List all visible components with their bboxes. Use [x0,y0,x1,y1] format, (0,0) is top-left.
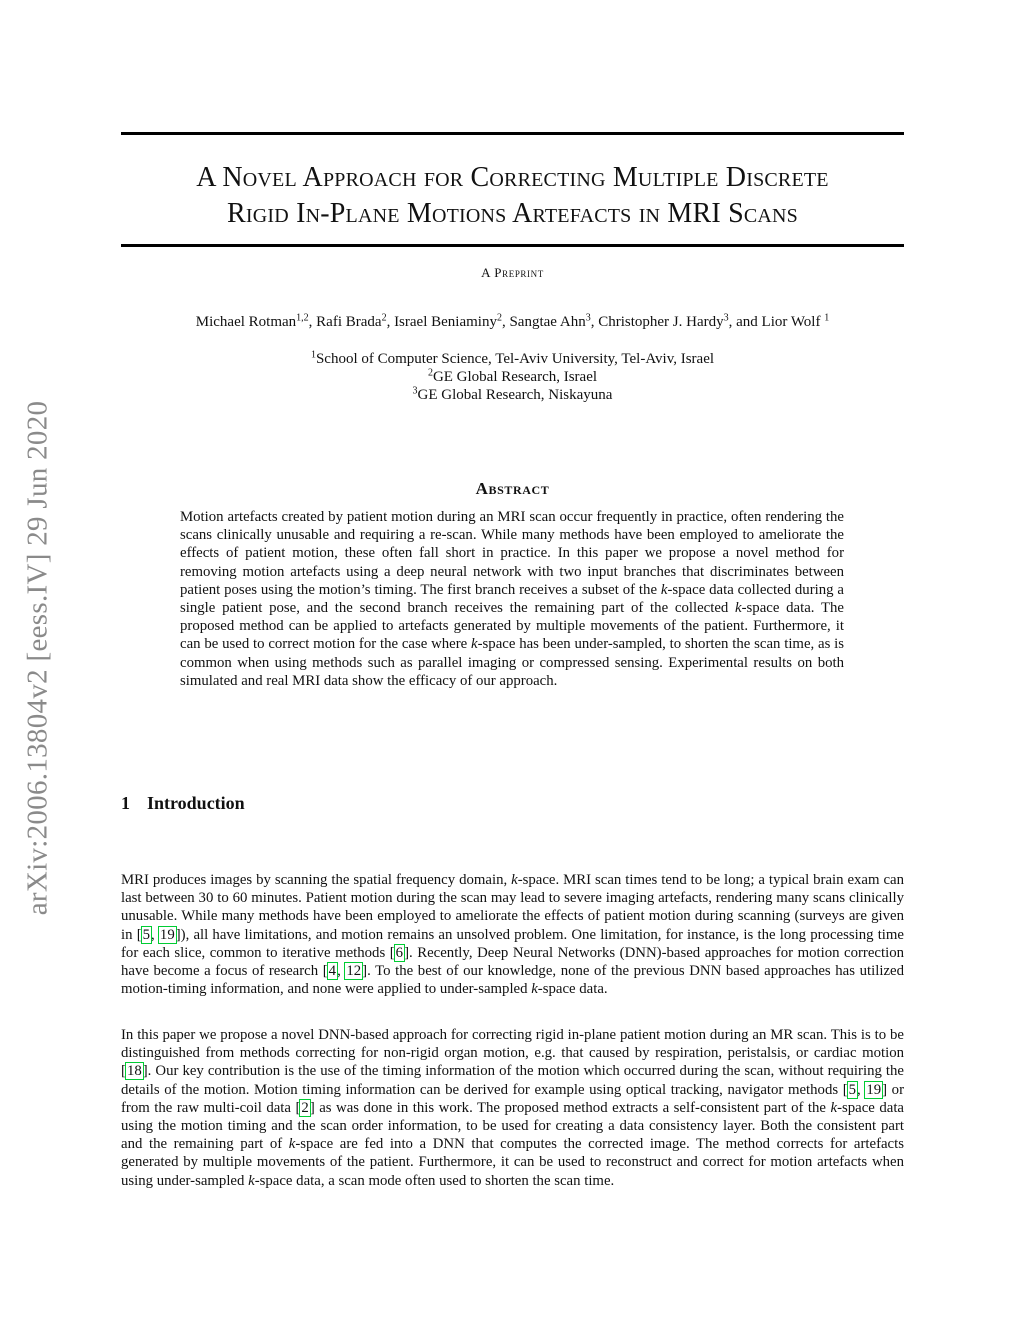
author: Sangtae Ahn [509,314,586,330]
intro-paragraph-1 [121,871,904,998]
author: Christopher J. Hardy [598,314,724,330]
title-top-rule [121,132,904,135]
affiliation [121,368,904,386]
author-separator: , [386,314,395,330]
affiliation-number: 3 [412,385,418,397]
intro-paragraph-2 [121,1026,904,1190]
k-symbol: k [660,581,668,598]
citation-link[interactable]: 6 [395,944,404,961]
author-separator: , and [728,314,762,330]
k-symbol: k [288,1136,296,1153]
citation-link[interactable]: 19 [159,926,175,943]
paragraph-text: ] as was done in this work. The proposed method extracts a self-consistent part of the [309,1099,831,1116]
author-list [100,314,925,331]
citation-link[interactable]: 12 [346,963,362,980]
title-line-2: Rigid In-Plane Motions Artefacts in MRI Scans [226,198,799,229]
section-heading-introduction [121,793,245,814]
abstract-text: Motion artefacts created by patient motion during an MRI scan occur frequently in practice, often rendering the scans clinically unusable and requiring a re-scan. While many methods have been employed to ameliorate the effects of patient motion, these often fall short in practice. In this paper we propose a novel method for removing motion artefacts using a deep neural network with two input branches that discriminates between patient poses using the motion’s timing. The first branch receives a subset of the [180,509,844,598]
citation-link[interactable]: 2 [301,1099,309,1116]
author-separator: , [308,314,317,330]
preprint-label: A Preprint [481,265,544,280]
paper-title [121,160,904,232]
citation-separator: , [151,926,159,943]
author-affiliation-mark: 3 [723,312,729,324]
author-separator: , [590,314,599,330]
abstract-text: -space data collected during a single patient pose, and the second branch receives the remaining part of the collected [180,581,844,617]
paragraph-text: -space are fed into a DNN that computes the corrected image. The method corrects for artefacts generated by multiple movements of the patient. Furthermore, it can be used to reconstruct and correct for motion artefacts when using under-sampled [121,1136,904,1189]
paragraph-text: ]), all have limitations, and motion remains an unsolved problem. One limitation, for instance, is the long processing time for each slice, common to iterative methods [ [121,926,904,961]
author-affiliation-mark: 2 [381,312,387,324]
citation-link[interactable]: 19 [866,1081,882,1098]
arxiv-identifier: arXiv:2006.13804v2 [eess.IV] 29 Jun 2020 [21,400,54,916]
citation-link[interactable]: 5 [848,1081,857,1098]
author: Michael Rotman [195,314,297,330]
paragraph-text: ]. Recently, Deep Neural Networks (DNN)-based approaches for motion correction have become a focus of research [ [121,944,904,980]
k-symbol: k [531,981,538,998]
author: Israel Beniaminy [394,314,497,330]
citation-separator: , [857,1081,866,1098]
k-symbol: k [735,600,742,617]
author-affiliation-mark: 1 [824,312,830,324]
affiliation-text: GE Global Research, Israel [432,369,598,385]
k-symbol: k [830,1099,838,1116]
abstract-heading: Abstract [475,479,550,498]
title-bottom-rule [121,244,904,247]
paragraph-text: -space data, a scan mode often used to shorten the scan time. [254,1172,615,1189]
author-affiliation-mark: 1,2 [296,312,309,324]
paragraph-text: In this paper we propose a novel DNN-based approach for correcting rigid in-plane patient motion during an MR scan. This is to be distinguished from methods correcting for non-rigid organ motion, e.g. that caused by respiration, peristalsis, or cardiac motion [ [121,1027,904,1080]
citation-separator: , [337,963,346,980]
citation-link[interactable]: 18 [126,1063,142,1080]
affiliation-text: GE Global Research, Niskayuna [417,387,613,403]
k-symbol: k [471,636,478,653]
paragraph-text: MRI produces images by scanning the spatial frequency domain, [121,872,512,888]
abstract-text: -space data. The proposed method can be applied to artefacts generated by multiple movements of the patient. Furthermore, it can be used to correct motion for the case where [180,600,844,653]
author: Rafi Brada [316,314,382,330]
abstract-text: -space has been under-sampled, to shorten the scan time, as is common when using methods such as parallel imaging or compressed sensing. Experimental results on both simulated and real MRI data show the efficacy of our approach. [180,636,845,689]
paragraph-text: ] or from the raw multi-coil data [ [121,1081,905,1116]
affiliation-text: School of Computer Science, Tel-Aviv University, Tel-Aviv, Israel [315,351,715,367]
paragraph-text: ]. To the best of our knowledge, none of the previous DNN based approaches has utilized motion-timing information, and none were applied to under-sampled [121,963,904,998]
paragraph-text: -space. MRI scan times tend to be long; a typical brain exam can last between 30 to 60 minutes. Patient motion during the scan may lead to severe imaging artefacts, rendering many scans clinically unusable. While many methods have been employed to ameliorate the effects of patient motion during scanning (surveys are given in [ [121,872,904,943]
k-symbol: k [511,872,518,888]
affiliation-number: 1 [310,349,316,361]
affiliation-list [121,350,904,404]
citation-link[interactable]: 5 [142,926,151,943]
citation-link[interactable]: 4 [328,963,337,980]
author-affiliation-mark: 3 [585,312,591,324]
section-number: 1 [121,793,130,813]
paragraph-text: -space data using the motion timing and the scan order information, to be used for creating a data consistency layer. Both the consistent part and the remaining part of [121,1099,904,1153]
paragraph-text: ]. Our key contribution is the use of the timing information of the motion which occurred during the scan, without requiring the details of the motion. Motion timing information can be derived for example using optical tracking, navigator methods [ [121,1063,904,1098]
author-separator: , [501,314,510,330]
author-affiliation-mark: 2 [496,312,502,324]
affiliation [121,386,904,404]
affiliation-number: 2 [427,367,433,379]
author: Lior Wolf [761,314,825,330]
affiliation [121,350,904,368]
abstract-body [180,508,844,690]
k-symbol: k [248,1172,255,1189]
section-title: Introduction [147,793,245,813]
paragraph-text: -space data. [537,981,608,998]
title-line-1: A Novel Approach for Correcting Multiple Discrete [196,162,829,193]
